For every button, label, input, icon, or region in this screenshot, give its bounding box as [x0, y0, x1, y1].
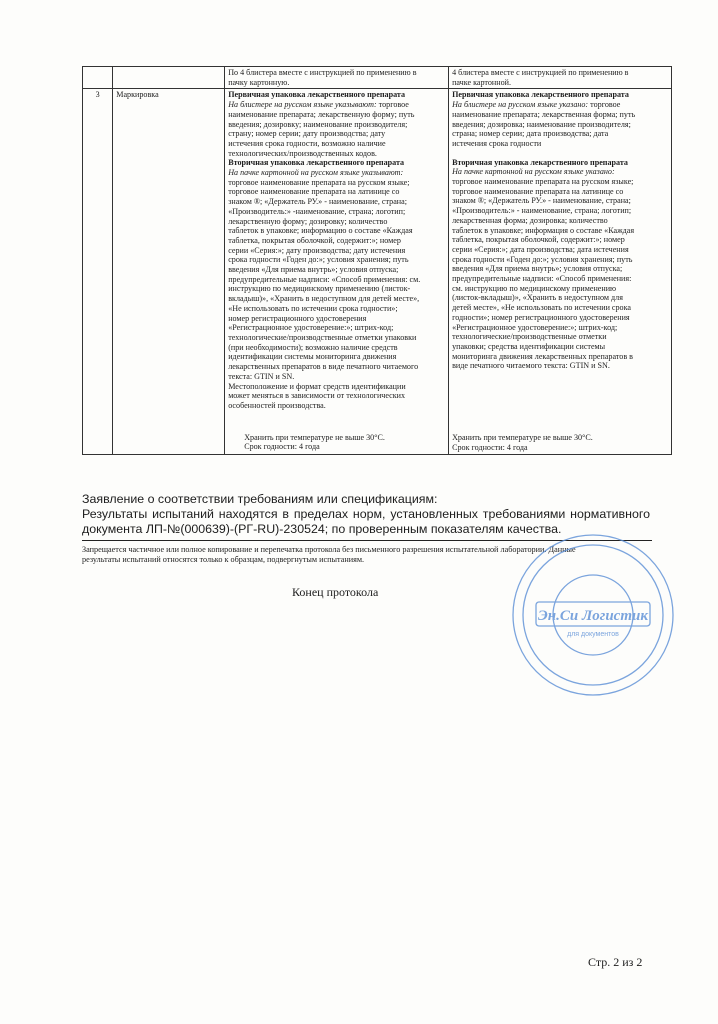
- notice-line: Запрещается частичное или полное копирование и перепечатка протокола без письменного разрешения испытательной лаборатории. Данные: [82, 545, 576, 554]
- primary-packaging-intro: [452, 100, 668, 110]
- text-line: годности»; номер регистрационного удостоверения: [452, 312, 630, 322]
- text-line: «Производитель:» - наименование, страна; логотип;: [452, 206, 632, 216]
- text-line: знаком ®; «Держатель РУ.» - наименование, страна;: [452, 196, 631, 206]
- shelf-life: Срок годности: 4 года: [244, 442, 320, 452]
- text-line: «Регистрационное удостоверение:»; штрих-код;: [228, 323, 394, 333]
- secondary-packaging-title: Вторичная упаковка лекарственного препарата: [228, 158, 405, 168]
- row-number-cell: [83, 67, 113, 89]
- text-line: лекарственная форма; дозировка; количество: [452, 215, 608, 225]
- text-line: 4 блистера вместе с инструкцией по применению в: [452, 68, 629, 77]
- identification-location-note: [228, 382, 445, 411]
- text-line: таблеток в упаковке; информация о составе «Каждая: [452, 225, 635, 235]
- seal-center-text: Эн.Си Логистик: [538, 608, 648, 624]
- text-line: «Производитель:» -наименование, страна; логотип;: [228, 206, 406, 216]
- primary-packaging-lines: [228, 110, 445, 159]
- shelf-life: Срок годности: 4 года: [452, 442, 528, 452]
- marking-table: [82, 66, 672, 455]
- primary-packaging-intro: [228, 100, 445, 110]
- text-line: срока годности «Годен до:»; условия хранения; путь: [452, 254, 633, 264]
- text-line: технологические/производственные отметки: [452, 332, 607, 342]
- text-line: торговое наименование препарата на русском языке;: [452, 177, 634, 187]
- secondary-packaging-lines: [228, 178, 445, 382]
- text-line: торговое наименование препарата на русском языке;: [228, 177, 410, 187]
- text-line: виде печатного читаемого текста: GTIN и SN.: [452, 361, 610, 371]
- requirement-text: [228, 68, 445, 87]
- text-line: истечения срока годности: [452, 138, 542, 148]
- text-line: страну; номер серии; дату производства; дату: [228, 129, 386, 139]
- row-name-cell: [113, 67, 225, 89]
- text-line: пачке картонной.: [452, 77, 511, 87]
- primary-packaging-first-line: торговое: [590, 100, 621, 110]
- result-cell: [449, 89, 672, 454]
- text-line: пачку картонную.: [228, 77, 290, 87]
- text-line: номер регистрационного удостоверения: [228, 313, 367, 323]
- row-number-cell: 3: [83, 89, 113, 454]
- text-line: технологических/производственных кодов.: [228, 148, 377, 158]
- text-line: упаковки; средства идентификации системы: [452, 341, 606, 351]
- text-line: таблетка, покрытая оболочкой, содержит:»; номер: [452, 235, 625, 245]
- text-line: идентификации системы мониторинга движения: [228, 352, 397, 362]
- primary-packaging-lines: [452, 110, 668, 149]
- primary-packaging-first-line: торговое: [378, 100, 409, 110]
- primary-packaging-title: Первичная упаковка лекарственного препарата: [452, 90, 629, 100]
- storage-condition: Хранить при температуре не выше 30°С.: [452, 433, 593, 443]
- row-name-cell: Маркировка: [113, 89, 225, 454]
- text-line: введения; дозировку; наименование производителя;: [228, 119, 408, 129]
- text-line: лекарственную форму; дозировку; количество: [228, 216, 388, 226]
- text-line: наименование препарата; лекарственная форма; путь: [452, 109, 636, 119]
- table-row: [83, 89, 672, 454]
- secondary-packaging-title: Вторичная упаковка лекарственного препарата: [452, 157, 628, 167]
- text-line: срока годности «Годен до:»; условия хранения; путь: [228, 255, 409, 265]
- text-line: мониторинга движения лекарственных препаратов в: [452, 351, 634, 361]
- table-row: [83, 67, 672, 89]
- requirement-cell: [225, 89, 449, 454]
- text-line: торговое наименование препарата на латинице со: [452, 186, 624, 196]
- text-line: (при необходимости); возможно наличие средств: [228, 342, 398, 352]
- requirement-cell: [225, 67, 449, 89]
- text-line: (листок-вкладыш)», «Хранить в недоступном для: [452, 293, 623, 303]
- text-line: наименование препарата; лекарственную форму; путь: [228, 109, 415, 119]
- text-line: введения «Для приема внутрь»; условия отпуска;: [228, 265, 399, 275]
- storage-condition: Хранить при температуре не выше 30°С.: [244, 432, 385, 442]
- primary-packaging-title: Первичная упаковка лекарственного препарата: [228, 90, 406, 100]
- text-line: таблеток в упаковке; информацию о составе «Каждая: [228, 226, 413, 236]
- text-line: истечения срока годности, возможно наличие: [228, 138, 386, 148]
- notice-line: результаты испытаний относятся только к образцам, подвергнутым испытаниям.: [82, 555, 365, 564]
- primary-packaging-subtitle: На блистере на русском языке указывают:: [228, 100, 377, 110]
- secondary-packaging-subtitle: На пачке картонной на русском языке указано:: [452, 167, 615, 177]
- statement-line: документа ЛП-№(000639)-(РГ-RU)-230524; по проверенным показателям качества.: [82, 522, 562, 536]
- text-line: детей месте», «Не использовать по истечении срока: [452, 303, 632, 313]
- text-line: введения «Для приема внутрь»; условия отпуска;: [452, 264, 623, 274]
- text-line: технологические/производственные отметки упаковки: [228, 332, 417, 342]
- secondary-packaging-lines: [452, 177, 668, 371]
- text-line: текста: GTIN и SN.: [228, 371, 295, 381]
- text-line: лекарственных препаратов в виде печатного читаемого: [228, 362, 419, 372]
- text-line: вкладыш)», «Хранить в недоступном для детей месте»,: [228, 294, 420, 304]
- text-line: «Не использовать по истечении срока годности»;: [228, 303, 398, 313]
- statement-title: Заявление о соответствии требованиям или спецификациям:: [82, 492, 438, 506]
- text-line: страна; номер серии; дата производства; дата: [452, 129, 609, 139]
- text-line: Местоположение и формат средств идентификации: [228, 381, 406, 391]
- text-line: таблетка, покрытая оболочкой, содержит:»; номер: [228, 235, 401, 245]
- result-text: [452, 68, 668, 87]
- text-line: особенностей производства.: [228, 400, 326, 410]
- result-cell: [449, 67, 672, 89]
- text-line: предупредительные надписи: «Способ применения:: [452, 274, 632, 284]
- text-line: По 4 блистера вместе с инструкцией по применению в: [228, 68, 417, 77]
- text-line: торговое наименование препарата на латинице со: [228, 187, 400, 197]
- text-line: введения; дозировка; наименование производителя;: [452, 119, 631, 129]
- end-of-protocol: Конец протокола: [292, 585, 379, 599]
- text-line: серии «Серия:»; дату производства; дату истечения: [228, 245, 406, 255]
- secondary-packaging-subtitle: На пачке картонной на русском языке указывают:: [228, 168, 404, 178]
- primary-packaging-subtitle: На блистере на русском языке указано:: [452, 100, 589, 110]
- text-line: знаком ®; «Держатель РУ.» - наименование, страна;: [228, 197, 407, 207]
- text-line: см. инструкцию по медицинскому применению: [452, 283, 617, 293]
- text-line: предупредительные надписи: «Способ применения: см.: [228, 274, 421, 284]
- text-line: «Регистрационное удостоверение:»; штрих-код;: [452, 322, 618, 332]
- seal-sub-text: для документов: [567, 631, 619, 638]
- text-line: инструкцию по медицинскому применению (листок-: [228, 284, 411, 294]
- text-line: может меняться в зависимости от технологических: [228, 391, 406, 401]
- statement-line: Результаты испытаний находятся в пределах норм, установленных требованиями нормативного: [82, 507, 650, 521]
- company-seal: [508, 530, 678, 700]
- text-line: серии «Серия:»; дата производства; дата истечения: [452, 244, 629, 254]
- page-number: Стр. 2 из 2: [588, 955, 643, 969]
